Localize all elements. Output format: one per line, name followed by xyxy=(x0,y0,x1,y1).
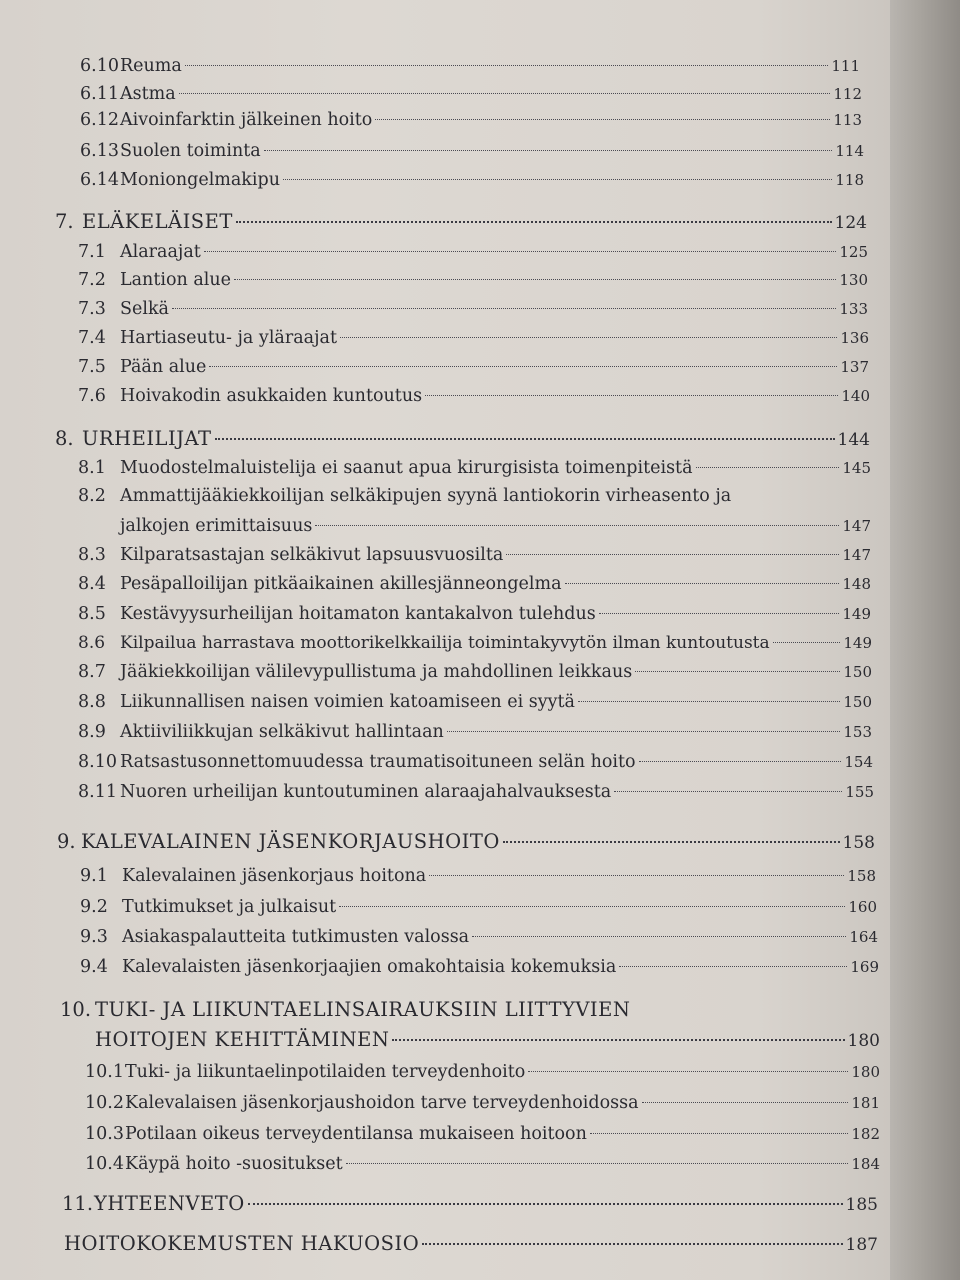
dot-leader xyxy=(339,906,845,907)
dot-leader xyxy=(635,671,840,672)
toc-entry-title: Potilaan oikeus terveydentilansa mukaiseen hoitoon xyxy=(125,1124,587,1144)
dot-leader xyxy=(172,308,836,309)
dot-leader xyxy=(528,1071,848,1072)
dot-leader xyxy=(264,150,833,151)
toc-entry-8-2-continued xyxy=(120,512,871,540)
toc-entry-8-2 xyxy=(78,482,871,510)
toc-entry-title: Kalevalaisen jäsenkorjaushoidon tarve terveydenhoidossa xyxy=(125,1093,639,1113)
toc-entry-8-7 xyxy=(78,658,872,686)
dot-leader xyxy=(599,613,840,614)
dot-leader xyxy=(215,438,835,440)
toc-entry-number: 8.3 xyxy=(78,545,106,565)
toc-chapter-number: 9. xyxy=(57,830,76,853)
toc-entry-page: 118 xyxy=(835,171,864,189)
dot-leader xyxy=(565,583,840,584)
toc-chapter-title: TUKI- JA LIIKUNTAELINSAIRAUKSIIN LIITTYVIEN xyxy=(95,998,631,1021)
toc-entry-title: Kalevalainen jäsenkorjaus hoitona xyxy=(122,866,427,886)
toc-entry-page: 181 xyxy=(851,1094,880,1112)
toc-entry-page: 147 xyxy=(842,517,871,535)
dot-leader xyxy=(392,1039,844,1041)
toc-entry-title: Aktiiviliikkujan selkäkivut hallintaan xyxy=(120,722,444,742)
toc-entry-number: 7.6 xyxy=(78,386,106,406)
dot-leader xyxy=(209,366,837,367)
toc-entry-7-1 xyxy=(78,238,868,266)
toc-chapter-11 xyxy=(62,1190,878,1218)
dot-leader xyxy=(429,875,844,876)
toc-entry-number: 9.2 xyxy=(80,897,108,917)
toc-entry-page: 180 xyxy=(851,1063,880,1081)
toc-chapter-number: 11. xyxy=(62,1192,94,1215)
toc-entry-6-10 xyxy=(80,52,860,80)
toc-entry-title: Asiakaspalautteita tutkimusten valossa xyxy=(122,927,470,947)
toc-entry-page: 149 xyxy=(842,605,871,623)
toc-entry-number: 6.12 xyxy=(80,110,119,130)
toc-entry-title: Suolen toiminta xyxy=(120,141,261,161)
toc-entry-number: 7.1 xyxy=(78,242,106,262)
dot-leader xyxy=(578,701,840,702)
toc-entry-number: 8.8 xyxy=(78,692,106,712)
toc-entry-9-3 xyxy=(80,923,878,951)
toc-entry-page: 136 xyxy=(840,329,869,347)
toc-entry-title: Kilparatsastajan selkäkivut lapsuusvuosilta xyxy=(120,545,504,565)
toc-entry-title: Aivoinfarktin jälkeinen hoito xyxy=(120,110,373,130)
toc-chapter-page: 124 xyxy=(834,213,867,233)
toc-entry-number: 9.1 xyxy=(80,866,108,886)
toc-entry-number: 8.6 xyxy=(78,633,106,653)
toc-entry-title: Hoivakodin asukkaiden kuntoutus xyxy=(120,386,423,406)
toc-entry-8-6 xyxy=(78,629,872,657)
toc-entry-9-1 xyxy=(80,862,876,890)
toc-chapter-10-continued xyxy=(95,1026,880,1054)
toc-entry-page: 164 xyxy=(849,928,878,946)
toc-entry-number: 10.2 xyxy=(85,1093,124,1113)
toc-entry-title: Jääkiekkoilijan välilevypullistuma ja mahdollinen leikkaus xyxy=(120,662,633,682)
toc-entry-page: 184 xyxy=(851,1155,880,1173)
toc-entry-number: 6.14 xyxy=(80,170,119,190)
toc-entry-7-4 xyxy=(78,324,869,352)
toc-entry-page: 112 xyxy=(833,85,862,103)
toc-entry-8-1 xyxy=(78,454,871,482)
toc-entry-8-5 xyxy=(78,600,871,628)
toc-entry-number: 6.10 xyxy=(80,56,119,76)
dot-leader xyxy=(315,525,839,526)
toc-entry-title: Astma xyxy=(120,84,176,104)
toc-entry-page: 154 xyxy=(844,753,873,771)
toc-chapter-page: 180 xyxy=(847,1031,880,1051)
toc-entry-page: 148 xyxy=(842,575,871,593)
toc-entry-number: 9.4 xyxy=(80,957,108,977)
toc-entry-page: 150 xyxy=(843,663,872,681)
toc-entry-title: Alaraajat xyxy=(120,242,201,262)
toc-entry-number: 6.11 xyxy=(80,84,119,104)
toc-entry-10-3 xyxy=(85,1120,880,1148)
toc-entry-number: 9.3 xyxy=(80,927,108,947)
toc-entry-page: 145 xyxy=(842,459,871,477)
toc-entry-8-4 xyxy=(78,570,871,598)
toc-entry-page: 155 xyxy=(845,783,874,801)
dot-leader xyxy=(614,791,842,792)
toc-entry-number: 7.3 xyxy=(78,299,106,319)
dot-leader xyxy=(639,761,842,762)
toc-entry-number: 7.5 xyxy=(78,357,106,377)
toc-entry-page: 137 xyxy=(840,358,869,376)
toc-entry-title: Ammattijääkiekkoilijan selkäkipujen syynä lantiokorin virheasento ja xyxy=(120,486,732,506)
toc-entry-page: 153 xyxy=(843,723,872,741)
toc-chapter-title: HOITOKOKEMUSTEN HAKUOSIO xyxy=(64,1232,420,1255)
toc-chapter-title: ELÄKELÄISET xyxy=(82,210,233,233)
dot-leader xyxy=(185,65,829,66)
toc-entry-title: Kilpailua harrastava moottorikelkkailija toimintakyvytön ilman kuntoutusta xyxy=(120,633,770,653)
toc-entry-10-4 xyxy=(85,1150,880,1178)
toc-chapter-number: 10. xyxy=(60,998,92,1021)
page-edge xyxy=(890,0,960,1280)
dot-leader xyxy=(346,1163,849,1164)
dot-leader xyxy=(503,841,840,843)
toc-entry-page: 158 xyxy=(847,867,876,885)
dot-leader xyxy=(283,179,832,180)
toc-chapter-10 xyxy=(60,996,880,1024)
toc-chapter-title: YHTEENVETO xyxy=(94,1192,245,1215)
toc-entry-title: Ratsastusonnettomuudessa traumatisoituneen selän hoito xyxy=(120,752,636,772)
toc-entry-title: Muodostelmaluistelija ei saanut apua kirurgisista toimenpiteistä xyxy=(120,458,693,478)
toc-chapter-7 xyxy=(55,208,867,236)
dot-leader xyxy=(642,1102,849,1103)
toc-entry-8-3 xyxy=(78,541,871,569)
toc-entry-page: 113 xyxy=(833,111,862,129)
dot-leader xyxy=(472,936,846,937)
toc-entry-6-12 xyxy=(80,106,862,134)
toc-chapter-page: 185 xyxy=(845,1195,878,1215)
toc-search-section xyxy=(64,1230,878,1258)
toc-entry-title: Tutkimukset ja julkaisut xyxy=(122,897,337,917)
toc-entry-title: Hartiaseutu- ja yläraajat xyxy=(120,328,337,348)
toc-entry-number: 10.3 xyxy=(85,1124,124,1144)
toc-entry-page: 140 xyxy=(841,387,870,405)
toc-chapter-9 xyxy=(57,828,875,856)
toc-chapter-page: 187 xyxy=(845,1235,878,1255)
toc-entry-8-10 xyxy=(78,748,873,776)
toc-entry-number: 8.11 xyxy=(78,782,117,802)
dot-leader xyxy=(590,1133,848,1134)
dot-leader xyxy=(447,731,841,732)
toc-entry-title: Lantion alue xyxy=(120,270,231,290)
toc-entry-6-11 xyxy=(80,80,862,108)
toc-entry-number: 8.10 xyxy=(78,752,117,772)
dot-leader xyxy=(340,337,837,338)
toc-entry-title: Moniongelmakipu xyxy=(120,170,280,190)
toc-entry-page: 133 xyxy=(839,300,868,318)
toc-entry-title: Pesäpalloilijan pitkäaikainen akillesjänneongelma xyxy=(120,574,562,594)
toc-entry-6-14 xyxy=(80,166,864,194)
toc-entry-title: Kalevalaisten jäsenkorjaajien omakohtaisia kokemuksia xyxy=(122,957,617,977)
toc-entry-number: 8.5 xyxy=(78,604,106,624)
dot-leader xyxy=(204,251,837,252)
toc-entry-page: 149 xyxy=(843,634,872,652)
dot-leader xyxy=(696,467,840,468)
toc-chapter-number: 7. xyxy=(55,210,74,233)
toc-entry-title: Reuma xyxy=(120,56,182,76)
dot-leader xyxy=(425,395,838,396)
toc-entry-title: Nuoren urheilijan kuntoutuminen alaraajahalvauksesta xyxy=(120,782,612,802)
toc-entry-title: Pään alue xyxy=(120,357,207,377)
toc-entry-number: 8.7 xyxy=(78,662,106,682)
toc-entry-10-2 xyxy=(85,1089,880,1117)
toc-entry-page: 111 xyxy=(831,57,860,75)
dot-leader xyxy=(619,966,847,967)
dot-leader xyxy=(506,554,839,555)
toc-entry-title: Liikunnallisen naisen voimien katoamiseen ei syytä xyxy=(120,692,575,712)
dot-leader xyxy=(422,1243,842,1245)
toc-entry-page: 114 xyxy=(835,142,864,160)
toc-entry-page: 169 xyxy=(850,958,879,976)
toc-entry-title: Selkä xyxy=(120,299,169,319)
toc-entry-7-5 xyxy=(78,353,869,381)
toc-chapter-page: 158 xyxy=(842,833,875,853)
toc-chapter-title: KALEVALAINEN JÄSENKORJAUSHOITO xyxy=(81,830,500,853)
toc-entry-title-continued: jalkojen erimittaisuus xyxy=(120,516,313,536)
toc-entry-page: 125 xyxy=(839,243,868,261)
toc-chapter-title-continued: HOITOJEN KEHITTÄMINEN xyxy=(95,1028,390,1051)
toc-entry-number: 10.1 xyxy=(85,1062,124,1082)
toc-entry-9-4 xyxy=(80,953,879,981)
toc-entry-10-1 xyxy=(85,1058,880,1086)
toc-entry-7-2 xyxy=(78,266,868,294)
toc-entry-page: 130 xyxy=(839,271,868,289)
toc-entry-6-13 xyxy=(80,137,864,165)
toc-entry-page: 182 xyxy=(851,1125,880,1143)
dot-leader xyxy=(179,93,831,94)
toc-entry-number: 8.1 xyxy=(78,458,106,478)
toc-entry-7-3 xyxy=(78,295,868,323)
dot-leader xyxy=(236,221,832,223)
toc-chapter-number: 8. xyxy=(55,427,74,450)
toc-entry-number: 7.2 xyxy=(78,270,106,290)
toc-chapter-title: URHEILIJAT xyxy=(82,427,212,450)
toc-entry-8-9 xyxy=(78,718,872,746)
toc-entry-number: 10.4 xyxy=(85,1154,124,1174)
toc-entry-7-6 xyxy=(78,382,870,410)
toc-entry-page: 147 xyxy=(842,546,871,564)
toc-entry-8-8 xyxy=(78,688,872,716)
toc-entry-9-2 xyxy=(80,893,877,921)
toc-entry-8-11 xyxy=(78,778,874,806)
toc-entry-number: 8.2 xyxy=(78,486,106,506)
toc-entry-number: 8.9 xyxy=(78,722,106,742)
toc-entry-title: Tuki- ja liikuntaelinpotilaiden terveydenhoito xyxy=(125,1062,526,1082)
dot-leader xyxy=(773,642,841,643)
toc-entry-page: 150 xyxy=(843,693,872,711)
toc-entry-number: 6.13 xyxy=(80,141,119,161)
toc-chapter-8 xyxy=(55,425,870,453)
dot-leader xyxy=(375,119,830,120)
toc-entry-number: 7.4 xyxy=(78,328,106,348)
dot-leader xyxy=(248,1203,843,1205)
toc-entry-title: Kestävyysurheilijan hoitamaton kantakalvon tulehdus xyxy=(120,604,596,624)
toc-chapter-page: 144 xyxy=(837,430,870,450)
toc-entry-page: 160 xyxy=(848,898,877,916)
dot-leader xyxy=(234,279,836,280)
toc-entry-number: 8.4 xyxy=(78,574,106,594)
toc-entry-title: Käypä hoito -suositukset xyxy=(125,1154,343,1174)
